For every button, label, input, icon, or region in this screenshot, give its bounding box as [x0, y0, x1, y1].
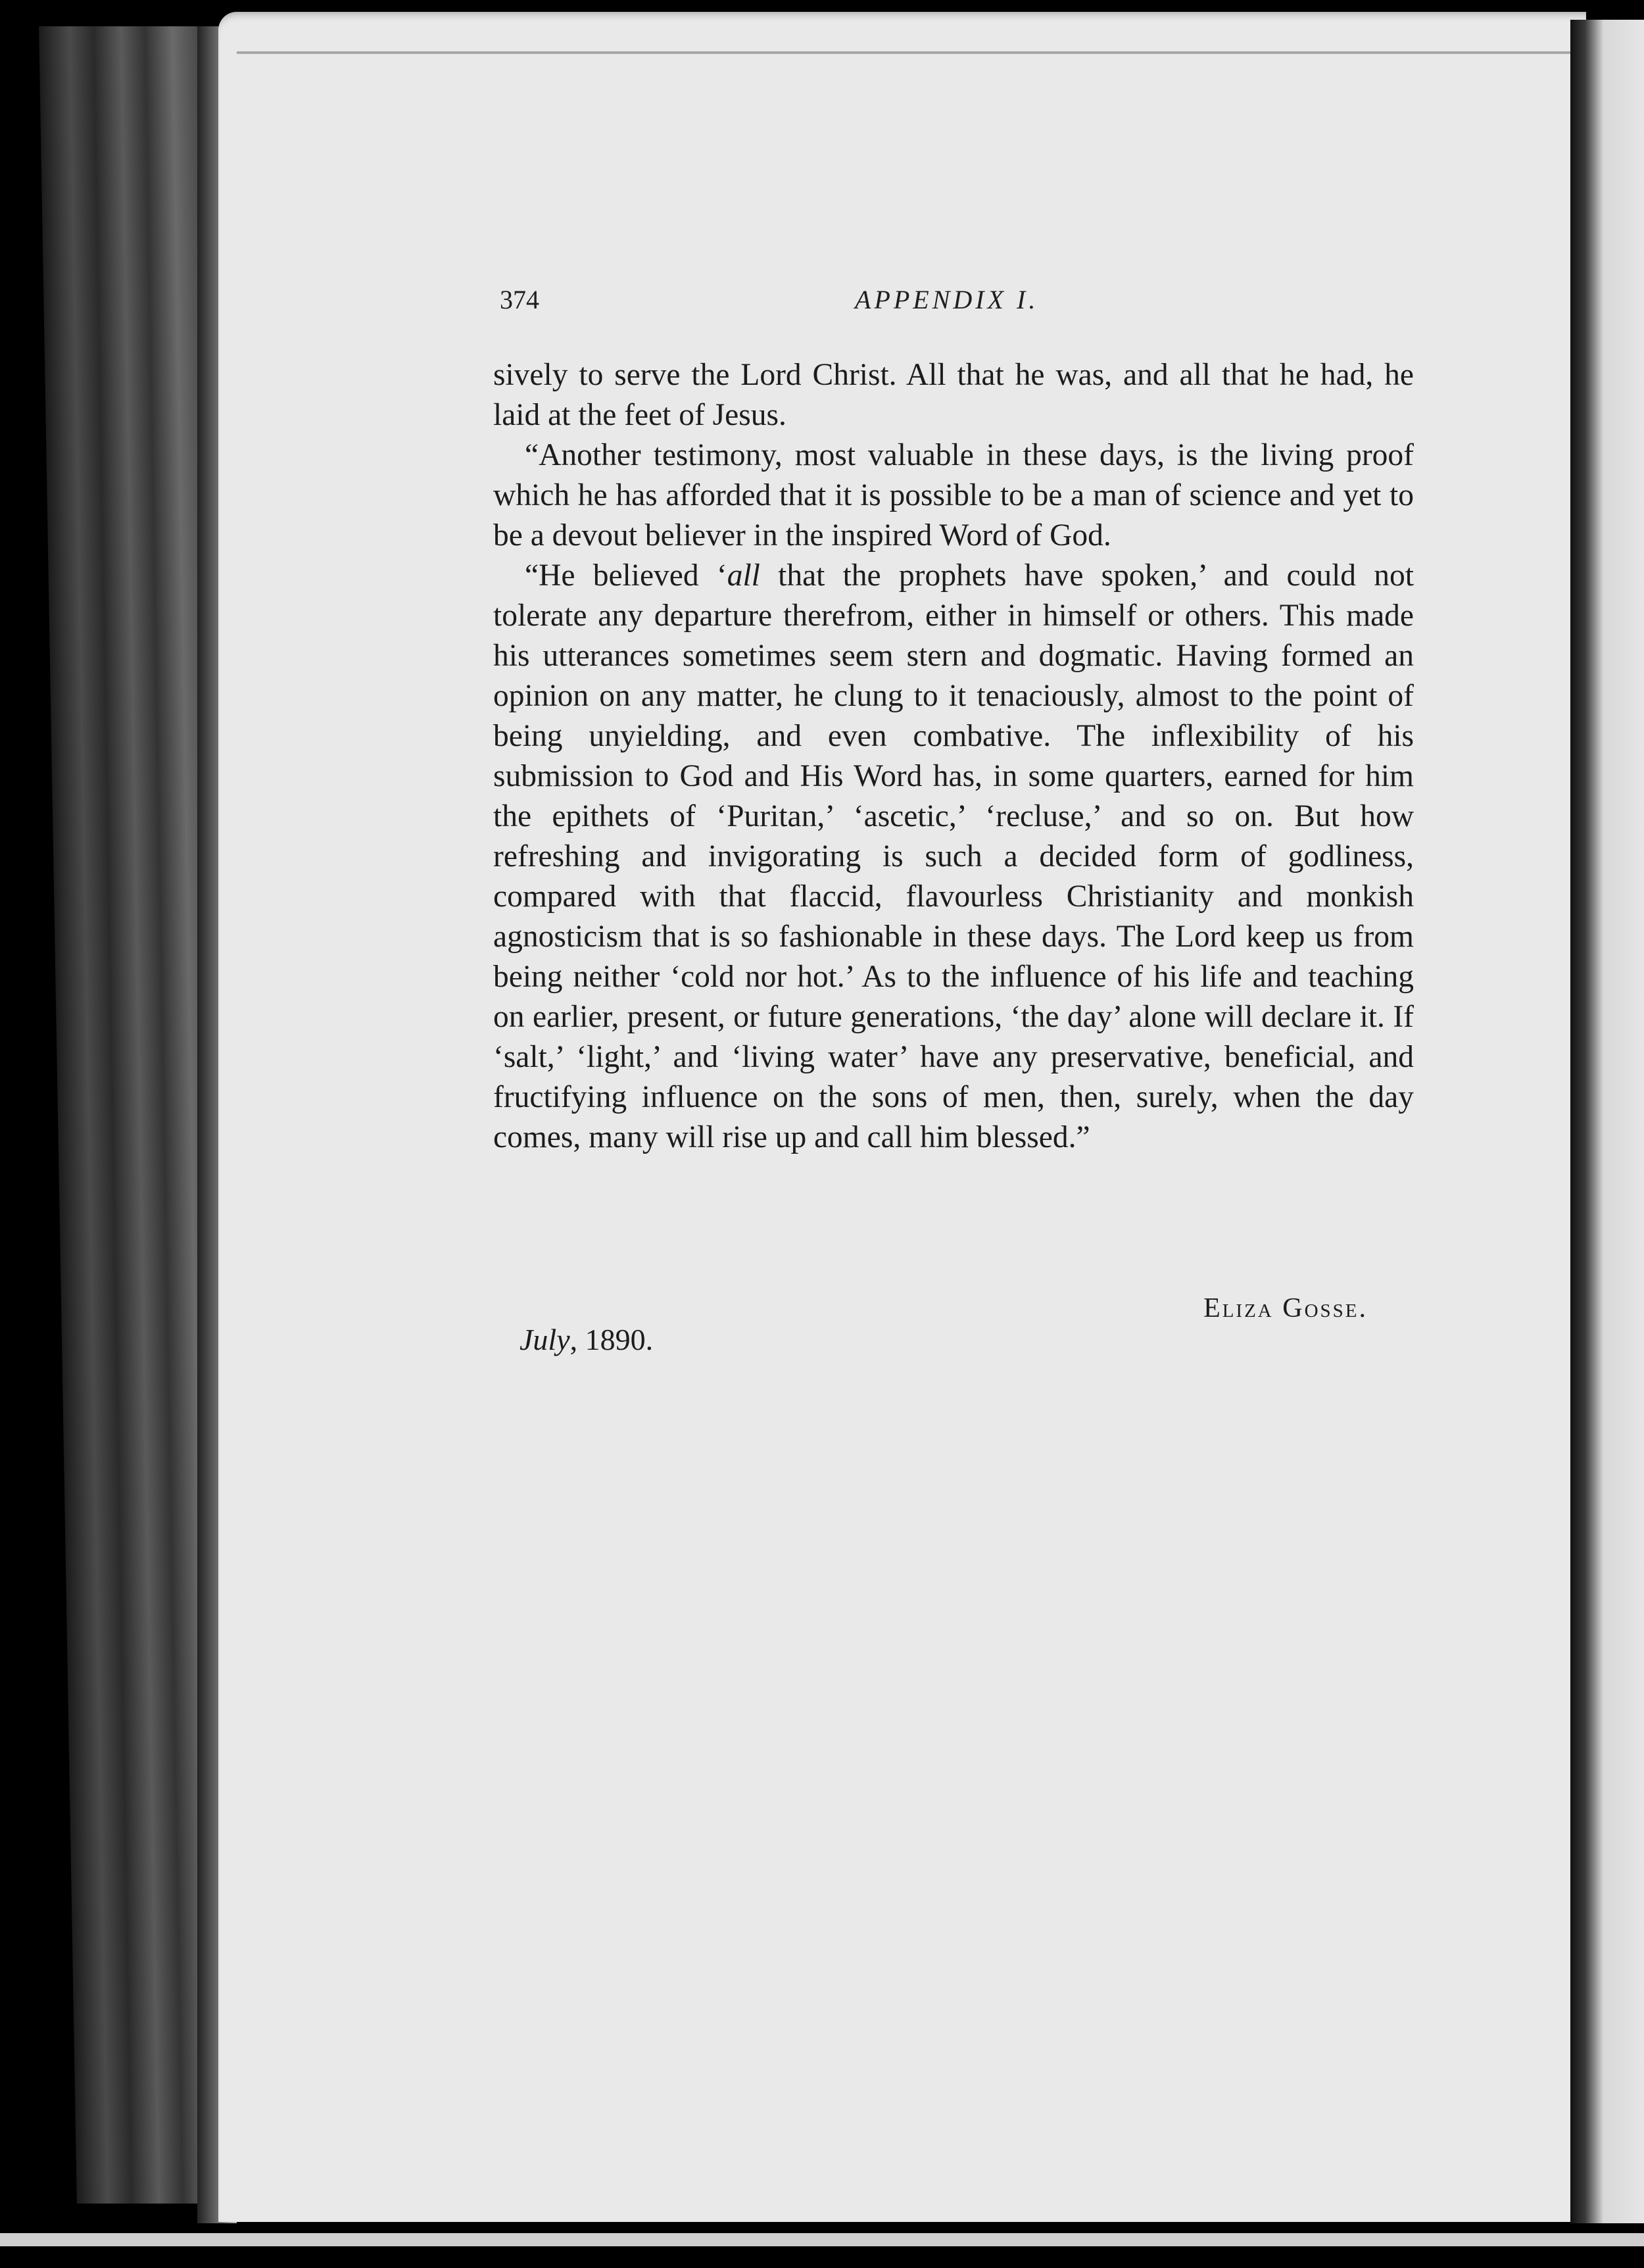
signature: Eliza Gosse.	[1203, 1293, 1368, 1323]
dateline	[520, 1322, 653, 1357]
facing-page-edge	[1570, 20, 1644, 2223]
page-number: 374	[500, 285, 539, 314]
paragraph-3-italic: all	[727, 558, 760, 593]
body-text	[493, 355, 1414, 1158]
paragraph-3	[493, 556, 1414, 1158]
page-header	[500, 284, 1407, 324]
running-head: APPENDIX I.	[855, 285, 1039, 314]
page-bottom-band	[0, 2233, 1644, 2246]
paragraph-1: sively to serve the Lord Christ. All that he was, and all that he had, he laid at the feet of Jesus.	[493, 358, 1414, 432]
paragraph-3-start: “He believed ‘	[525, 558, 727, 593]
dateline-month: July	[520, 1323, 570, 1356]
paragraph-3-rest: that the prophets have spoken,’ and could not tolerate any departure therefrom, either in himself or others. This made his utterances sometimes seem stern and dogmatic. Having formed an opinion on any matter, he clung to it tenaciously, almost to the point of being unyielding, and even combative. The inflexibility of his submission to God and His Word has, in some quarters, earned for him the epithets of ‘Puritan,’ ‘ascetic,’ ‘recluse,’ and so on. But how refreshing and invigorating is such a decided form of godliness, compared with that flaccid, flavourless Christianity and monkish agnosticism that is so fashionable in these days. The Lord keep us from being neither ‘cold nor hot.’ As to the influence of his life and teaching on earlier, present, or future generations, ‘the day’ alone will declare it. If ‘salt,’ ‘light,’ and ‘living water’ have any preservative, beneficial, and fructifying influence on the sons of men, then, surely, when the day comes, many will rise up and call him blessed.”	[493, 558, 1414, 1154]
paragraph-2: “Another testimony, most valuable in these days, is the living proof which he has afforded that it is possible to be a man of science and yet to be a devout believer in the inspired Word of God.	[493, 438, 1414, 553]
dateline-year: , 1890.	[569, 1323, 654, 1356]
page-top-edge	[237, 51, 1585, 54]
